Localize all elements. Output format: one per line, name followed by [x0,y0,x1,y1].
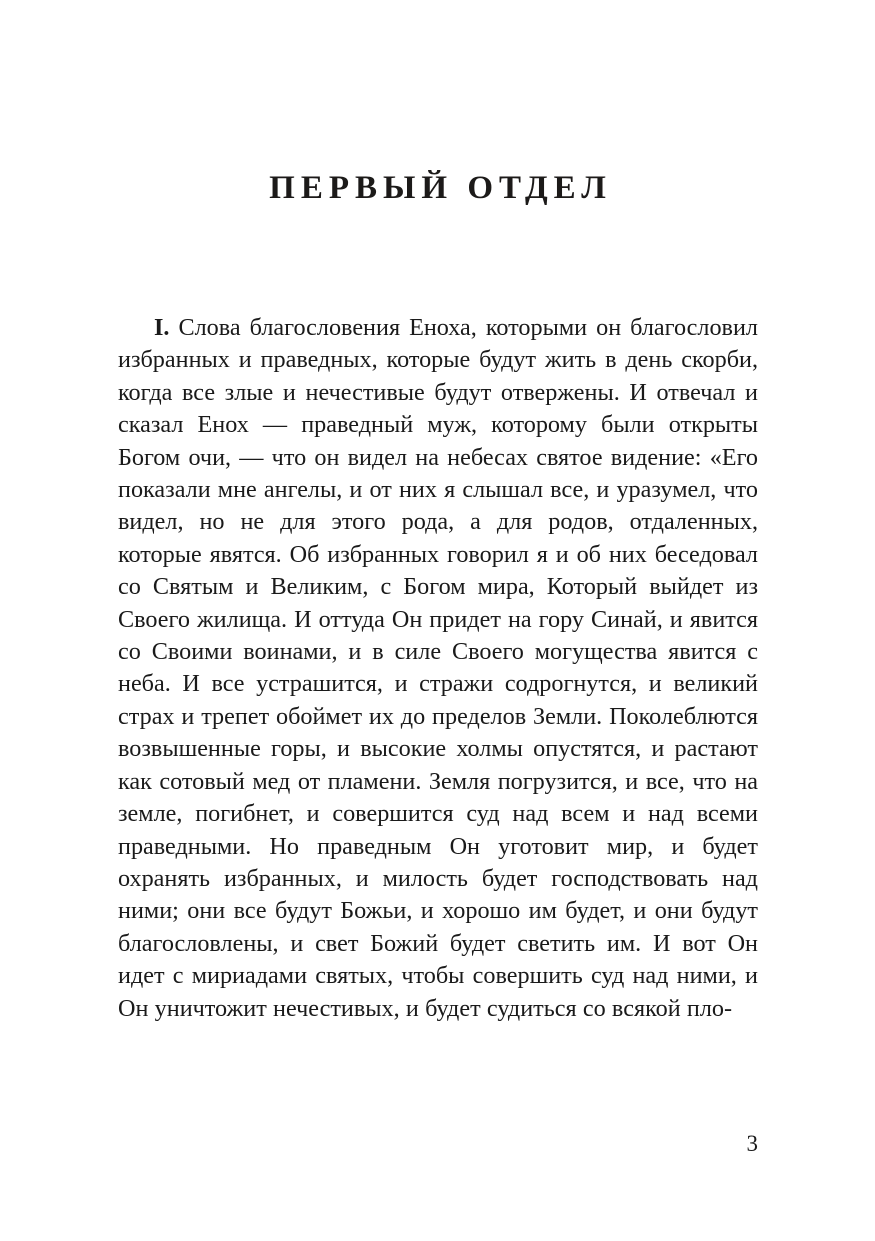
page-title: ПЕРВЫЙ ОТДЕЛ [269,170,612,207]
verse-text: Слова благословения Еноха, которыми он благословил избранных и праведных, которые будут жить в день скорби, когда все злые и нечестивые будут отвержены. И отвечал и сказал Енох — праведный муж, которому были открыты Богом очи, — что он видел на небесах святое видение: «Его показали мне ангелы, и от них я слышал все, и уразумел, что видел, но не для этого рода, а для родов, отдаленных, которые явятся. Об избранных говорил я и об них беседовал со Святым и Великим, с Богом мира, Который выйдет из Своего жилища. И оттуда Он придет на гору Синай, и явится со Своими воинами, и в силе Своего могущества явится с неба. И все устрашится, и стражи содрогнутся, и великий страх и трепет обоймет их до пределов Земли. Поколеблются возвышенные горы, и высокие холмы опустятся, и растают как сотовый мед от пламени. Земля погрузится, и все, что на земле, погибнет, и совершится суд над всем и над всеми праведными. Но праведным Он уготовит мир, и будет охранять избранных, и милость будет господствовать над ними; они все будут Божьи, и хорошо им будет, и они будут благословлены, и свет Божий будет светить им. И вот Он идет с мириадами святых, чтобы совершить суд над ними, и Он уничтожит нечестивых, и будет судиться со всякой пло- [118,314,758,1022]
page-number: 3 [746,1131,758,1156]
verse-number-marker: I. [154,314,170,341]
body-paragraph [118,312,758,1025]
body-text-block [118,312,758,1025]
